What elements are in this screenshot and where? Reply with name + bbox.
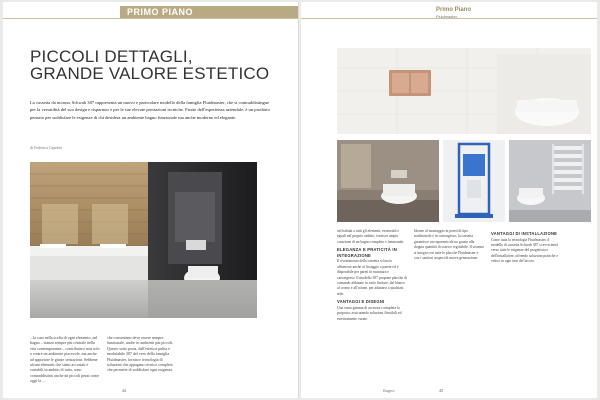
page-number-left: 44 (122, 388, 126, 393)
left-page (3, 2, 299, 398)
right-column-2-text: Idoneo al montaggio in pareti di tipo tradizionale e in cartongesso, la cassetta garantisce un risparmio idrico grazie alla doppia quantità di scarico regolabile. Il sistema si integra con tutte le placche Fluidmaster e con i sanitari sospesi di nuova generazione. (414, 229, 484, 261)
right-column-1-intro: nel habitat a tutti gli elementi, essenziali e eguali nel proprio ambito, fornisce ampia creazione di un bagno completo e funzionale. (337, 229, 405, 244)
bathroom-photo (30, 162, 257, 318)
header-brand-sub: Fluidmaster (436, 14, 457, 19)
right-column-1 (337, 229, 407, 322)
cistern-frame-photo (443, 140, 505, 222)
byline: di Federica Capobei (30, 145, 63, 150)
right-column-1-text: Il rivestimento della cassetta si lascia affiancare anche al fissaggio a parete ed è disponibile per pareti in muratura e cartongesso. Il modello 387 propone placche di comando abbinate in varie finiture, dal bianco al cromo e all'ottone, per adattarsi a qualsiasi stile. (337, 259, 407, 296)
body-column-2: che consentano deve essere sempre funzionale, anche in ambienti più piccoli. Questo sotto porta, dall'estetica pulita e modulabile 387 del vero della famiglia Fluidmaster, fornisce tecnologia di soluzioni che appagano tecnica completa che permette di soddisfare ogni esigenza. (107, 335, 174, 373)
right-column-3 (491, 229, 561, 265)
header-brand: Primo Piano (436, 7, 472, 13)
header-rule (3, 18, 299, 19)
title-line-1: PICCOLI DETTAGLI, (30, 47, 193, 66)
right-column-3-text: Come tutta la tecnologia Fluidmaster, il modello di cassetta Schwab 387 si avvicinerà verso tutte le esigenze del progettista e dell'installatore, offrendo soluzioni pratiche e veloci in ogni fase del lavoro. (491, 237, 558, 264)
subhead-vantaggi: VANTAGGI E DISEGNI (337, 299, 385, 305)
page-number-right: 45 (439, 388, 443, 393)
footer-brand: Bagno (383, 388, 395, 393)
right-page (301, 2, 597, 398)
right-column-1-text-2: Una vasta gamma di accessori completa la proposta, assicurando soluzioni flessibili ed esteticamente curate. (337, 305, 402, 321)
subhead-eleganza: ELEGANZA E PRATICITÀ IN INTEGRAZIONE (337, 247, 397, 258)
title-line-2: GRANDE VALORE ESTETICO (30, 64, 270, 83)
body-column-1: ...la cura nella scelta di ogni elemento, nel bagno – stanza sempre più centrale nella vita contemporanea – contribuisce non solo a creare un ambiente piacevole, ma anche ad apportare le giuste sensazioni. Sebbene alcuni elementi che siano accostati e variabili in ambito di tutto, sono contraddistinti anche da piccoli pezzi come oggi la ... (30, 335, 100, 384)
article-lead: La cassetta da incasso Schwab 387 rappresenta un nuovo e particolare modello della famiglia Fluidmaster, che si contraddistingue per la versatilità del suo design e risparmio e per le sue elevate prestazioni tecniche. Frutto dell'esperienza aziendale, è un prodotto pensato per soddisfare le esigenze di chi desidera un ambiente bagno funzionale ma anche moderno ed elegante. (30, 100, 270, 120)
toilet-photo (337, 140, 439, 222)
section-label: PRIMO PIANO (127, 7, 194, 17)
right-column-2 (414, 229, 484, 261)
flush-plate-photo (337, 48, 591, 134)
radiator-photo (509, 140, 591, 222)
subhead-installazione: VANTAGGI DI INSTALLAZIONE (491, 231, 558, 236)
article-title (30, 48, 290, 82)
